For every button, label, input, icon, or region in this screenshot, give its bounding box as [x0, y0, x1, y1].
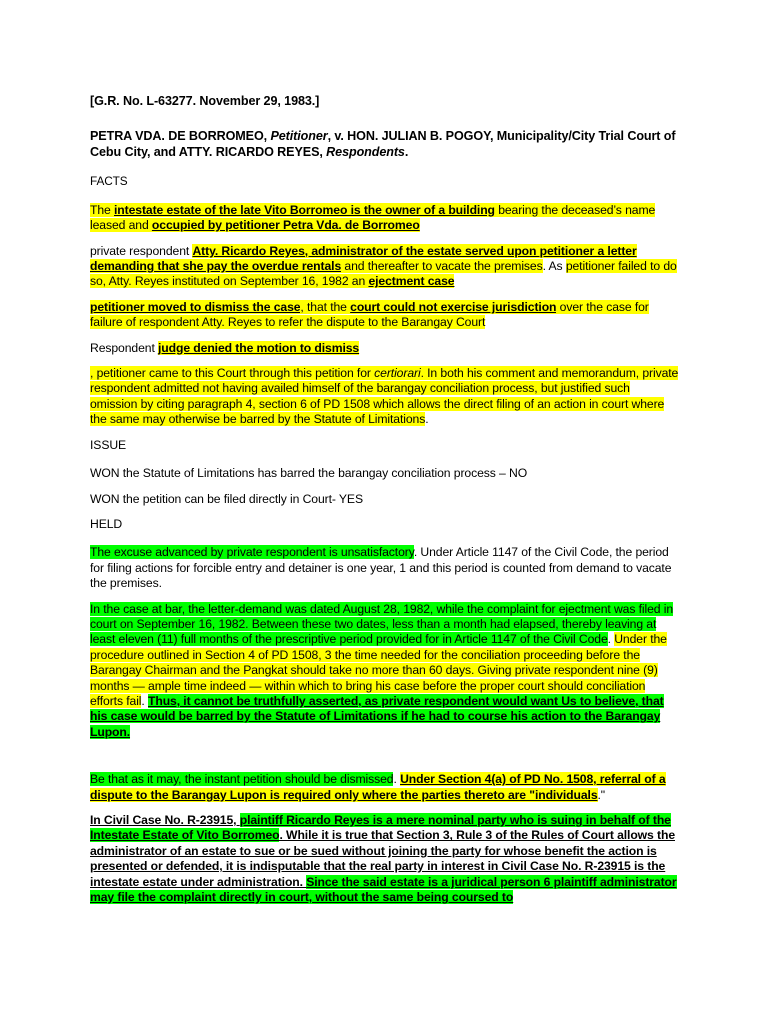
held-paragraph-4: In Civil Case No. R-23915, plaintiff Ricardo Reyes is a mere nominal party who is suing in behalf of the Intestate Estate of Vito Borromeo. While it is true that Section 3, Rule 3 of the Rules of Court allows the administrator of an estate to sue or be sued without joining the party for whose benefit the action is presented or defended, it is indisputable that the real party in interest in Civil Case No. R-23915 is the intestate estate under administration. Since the said estate is a juridical person 6 plaintiff administrator may file the complaint directly in court, without the same being coursed to [90, 813, 677, 905]
facts-paragraph-2: private respondent Atty. Ricardo Reyes, administrator of the estate served upon petitioner a letter demanding that she pay the overdue rentals and thereafter to vacate the premises. As petitioner failed to do so, Atty. Reyes instituted on September 16, 1982 an ejectment case [90, 243, 677, 289]
respondents-role: Respondents [326, 145, 405, 160]
facts-paragraph-3: petitioner moved to dismiss the case, that the court could not exercise jurisdiction over the case for failure of respondent Atty. Reyes to refer the dispute to the Barangay Court [90, 299, 649, 330]
facts-paragraph-1: The intestate estate of the late Vito Borromeo is the owner of a building bearing the deceased’s name leased and occupied by petitioner Petra Vda. de Borromeo [90, 202, 656, 233]
petitioner-name: PETRA VDA. DE BORROMEO, [90, 129, 271, 144]
held-paragraph-2: In the case at bar, the letter-demand was dated August 28, 1982, while the complaint for ejectment was filed in court on September 16, 1982. Between these two dates, less than a month had elapsed, thereby leaving at least eleven (11) full months of the prescriptive period provided for in Article 1147 of the Civil Code. Under the procedure outlined in Section 4 of PD 1508, 3 the time needed for the conciliation proceeding before the Barangay Chairman and the Pangkat should take no more than 60 days. Giving private respondent nine (9) months — ample time indeed — within which to bring his case before the proper court should conciliation efforts fail. Thus, it cannot be truthfully asserted, as private respondent would want Us to believe, that his case would be barred by the Statute of Limitations if he had to course his action to the Barangay Lupon. [90, 601, 674, 739]
case-citation: [G.R. No. L-63277. November 29, 1983.] [90, 94, 320, 108]
held-paragraph-3: Be that as it may, the instant petition should be dismissed. Under Section 4(a) of PD No. 1508, referral of a dispute to the Barangay Lupon is required only where the parties thereto are "individuals." [90, 772, 666, 802]
issue-item-2: WON the petition can be filed directly in Court- YES [90, 491, 363, 506]
issue-heading: ISSUE [90, 437, 127, 452]
facts-paragraph-5: , petitioner came to this Court through this petition for certiorari. In both his comment and memorandum, private respondent admitted not having availed himself of the barangay conciliation process, but justified such omission by citing paragraph 4, section 6 of PD 1508 which allows the direct filing of an action in court where the same may otherwise be barred by the Statute of Limitations. [90, 366, 679, 427]
facts-heading: FACTS [90, 174, 128, 189]
case-parties: PETRA VDA. DE BORROMEO, Petitioner, v. HON. JULIAN B. POGOY, Municipality/City Trial Court of Cebu City, and ATTY. RICARDO REYES, Respondents. [90, 129, 676, 160]
respondents-names: , v. HON. JULIAN B. POGOY, Municipality/City Trial Court of Cebu City, and ATTY. RICARDO REYES, [90, 129, 676, 160]
held-heading: HELD [90, 516, 123, 531]
facts-paragraph-4: Respondent judge denied the motion to dismiss [90, 340, 360, 355]
petitioner-role: Petitioner [270, 129, 328, 144]
held-paragraph-1: The excuse advanced by private respondent is unsatisfactory. Under Article 1147 of the Civil Code, the period for filing actions for forcible entry and detainer is one year, 1 and this period is counted from demand to vacate the premises. [90, 545, 672, 591]
issue-item-1: WON the Statute of Limitations has barred the barangay conciliation process – NO [90, 466, 528, 481]
